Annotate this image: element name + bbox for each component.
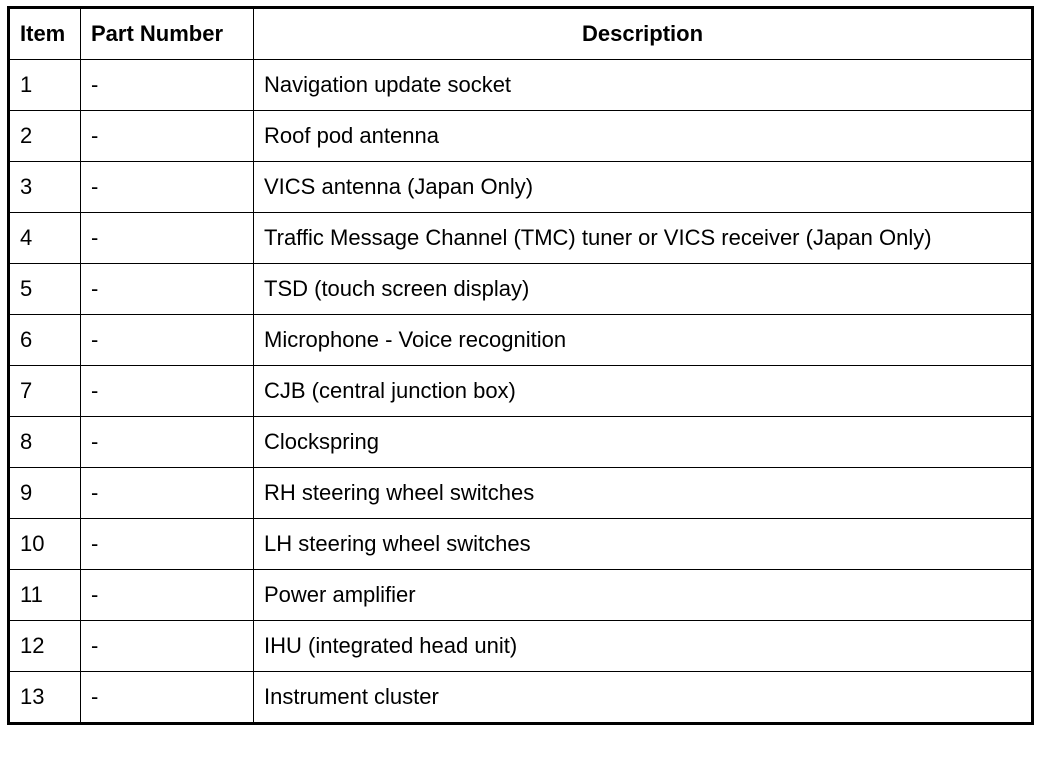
table-row <box>9 60 1033 111</box>
cell-description: LH steering wheel switches <box>254 519 1033 570</box>
cell-item: 4 <box>9 213 81 264</box>
table-row <box>9 111 1033 162</box>
cell-item: 13 <box>9 672 81 724</box>
header-part-number: Part Number <box>81 8 254 60</box>
cell-description: Navigation update socket <box>254 60 1033 111</box>
cell-description: Clockspring <box>254 417 1033 468</box>
cell-description: CJB (central junction box) <box>254 366 1033 417</box>
cell-item: 7 <box>9 366 81 417</box>
cell-item: 9 <box>9 468 81 519</box>
cell-part-number: - <box>81 468 254 519</box>
cell-part-number: - <box>81 162 254 213</box>
cell-item: 6 <box>9 315 81 366</box>
cell-description: IHU (integrated head unit) <box>254 621 1033 672</box>
table-row <box>9 213 1033 264</box>
header-item: Item <box>9 8 81 60</box>
cell-description: Traffic Message Channel (TMC) tuner or VICS receiver (Japan Only) <box>254 213 1033 264</box>
cell-part-number: - <box>81 264 254 315</box>
table-row <box>9 672 1033 724</box>
cell-item: 11 <box>9 570 81 621</box>
table-row <box>9 570 1033 621</box>
cell-description: Roof pod antenna <box>254 111 1033 162</box>
table-row <box>9 468 1033 519</box>
cell-item: 2 <box>9 111 81 162</box>
parts-table <box>7 6 1034 725</box>
cell-item: 5 <box>9 264 81 315</box>
cell-part-number: - <box>81 366 254 417</box>
cell-description: RH steering wheel switches <box>254 468 1033 519</box>
cell-part-number: - <box>81 111 254 162</box>
cell-description: Instrument cluster <box>254 672 1033 724</box>
table-row <box>9 621 1033 672</box>
cell-description: VICS antenna (Japan Only) <box>254 162 1033 213</box>
cell-part-number: - <box>81 672 254 724</box>
cell-description: Power amplifier <box>254 570 1033 621</box>
cell-description: TSD (touch screen display) <box>254 264 1033 315</box>
cell-part-number: - <box>81 519 254 570</box>
table-header-row <box>9 8 1033 60</box>
cell-part-number: - <box>81 570 254 621</box>
cell-part-number: - <box>81 315 254 366</box>
table-row <box>9 315 1033 366</box>
cell-item: 1 <box>9 60 81 111</box>
table-row <box>9 264 1033 315</box>
cell-item: 8 <box>9 417 81 468</box>
header-description: Description <box>254 8 1033 60</box>
cell-part-number: - <box>81 213 254 264</box>
table-row <box>9 162 1033 213</box>
cell-part-number: - <box>81 60 254 111</box>
table-row <box>9 366 1033 417</box>
cell-part-number: - <box>81 417 254 468</box>
cell-description: Microphone - Voice recognition <box>254 315 1033 366</box>
cell-item: 3 <box>9 162 81 213</box>
cell-item: 10 <box>9 519 81 570</box>
cell-part-number: - <box>81 621 254 672</box>
table-row <box>9 519 1033 570</box>
table-row <box>9 417 1033 468</box>
cell-item: 12 <box>9 621 81 672</box>
